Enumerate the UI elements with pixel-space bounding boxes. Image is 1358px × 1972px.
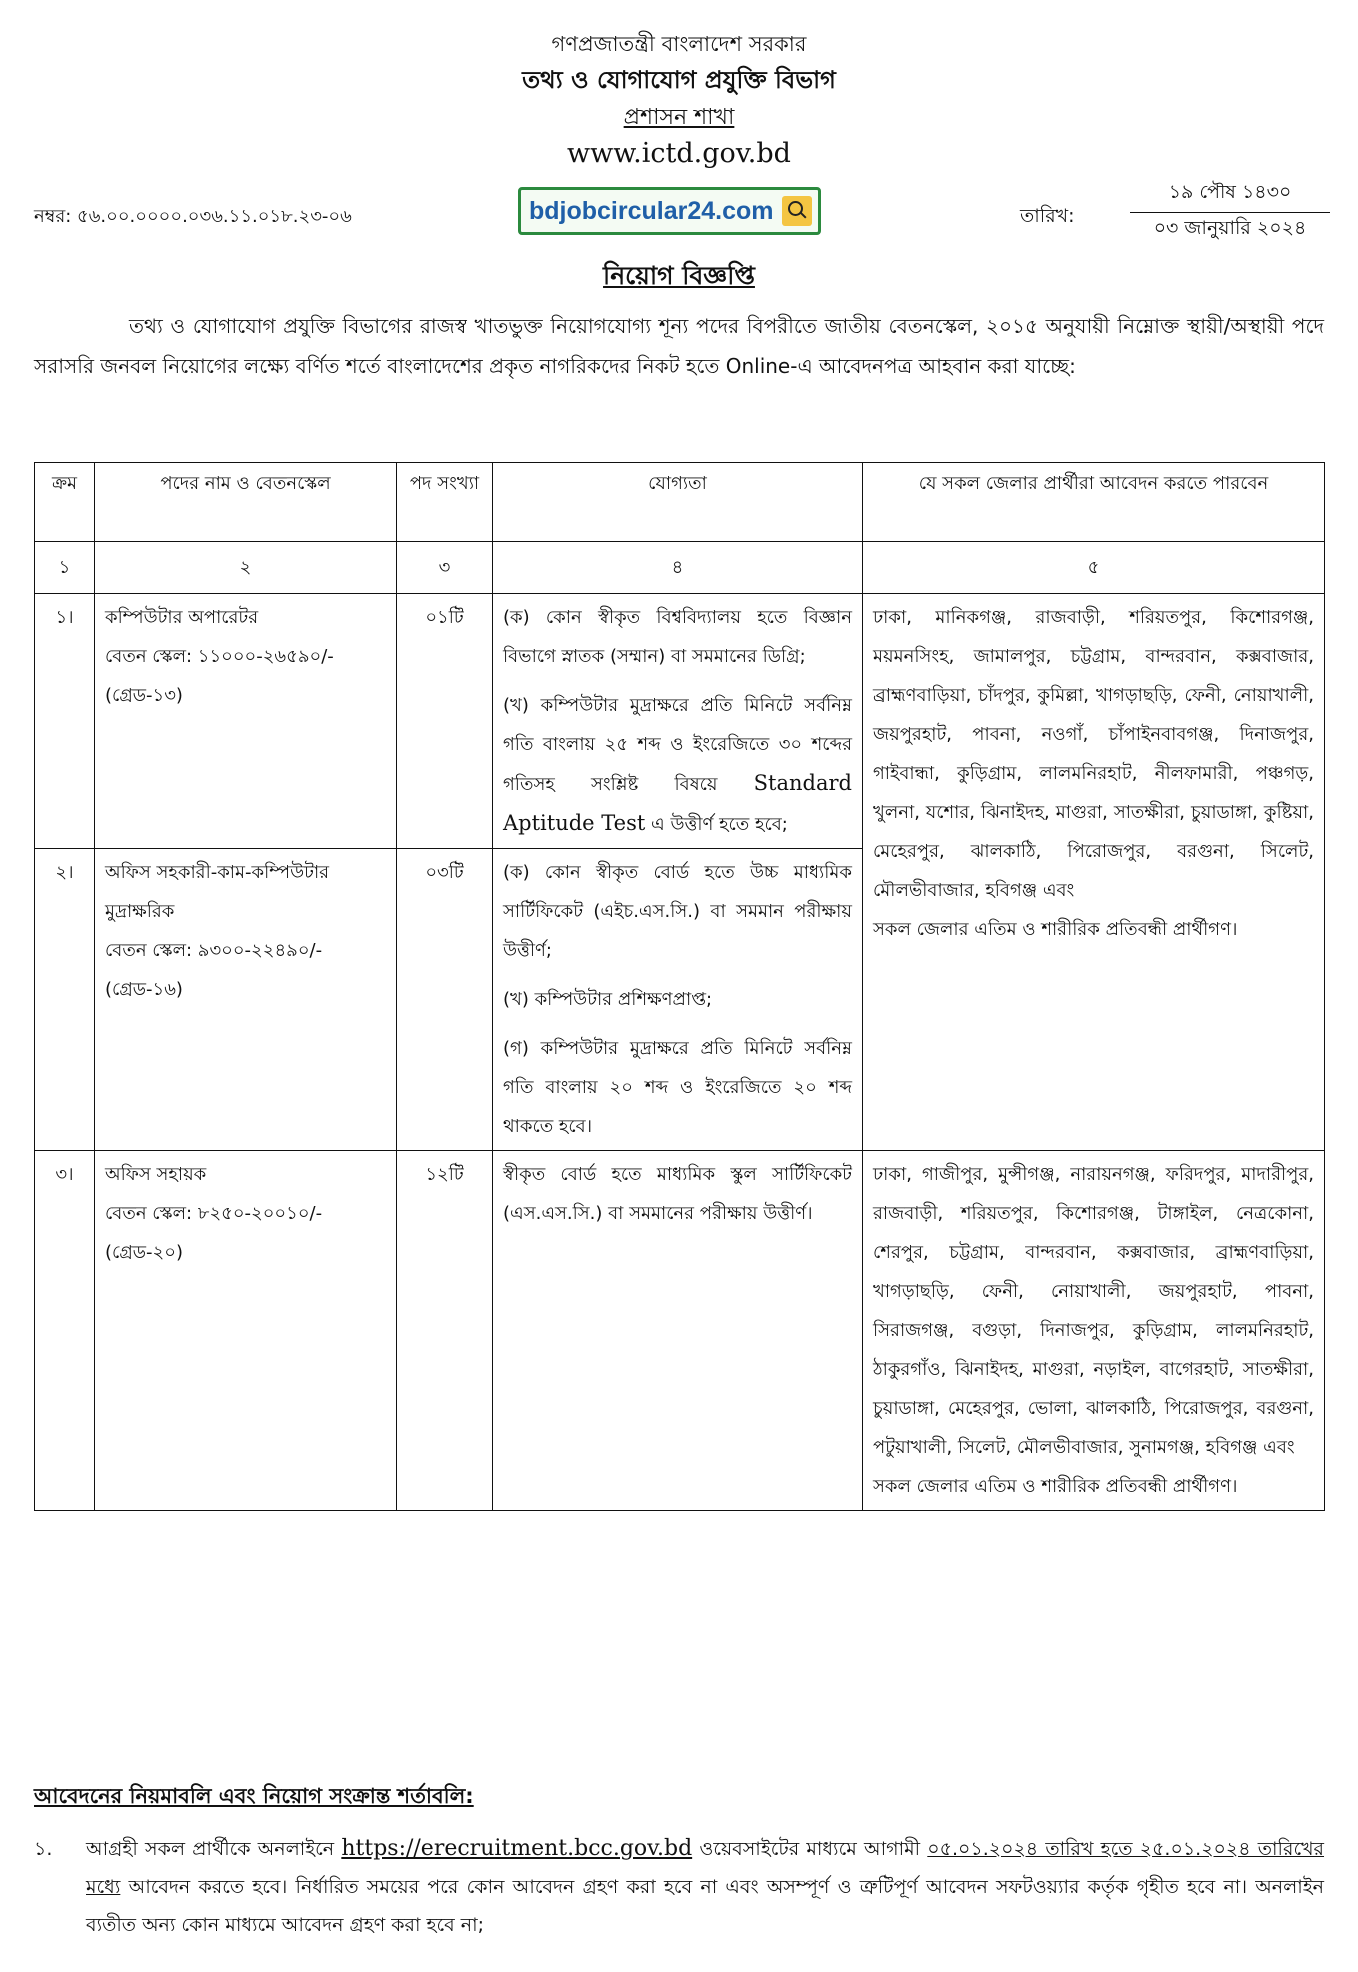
pay-grade: (গ্রেড-১৬) [105, 979, 183, 1000]
date-bengali: ১৯ পৌষ ১৪৩০ [1130, 178, 1330, 213]
qualification-item [503, 686, 852, 844]
pay-scale: বেতন স্কেল: ১১০০০-২৬৫৯০/- [105, 646, 334, 667]
post-count: ১২টি [397, 1151, 493, 1511]
post-cell [95, 1151, 397, 1511]
rules-heading: আবেদনের নিয়মাবলি এবং নিয়োগ সংক্রান্ত শর্তাবলি: [34, 1784, 474, 1808]
rule-text-part: ওয়েবসাইটের মাধ্যমে আগামী [699, 1838, 921, 1860]
post-cell [95, 849, 397, 1151]
memo-number: নম্বর: ৫৬.০০.০০০০.০৩৬.১১.০১৮.২৩-০৬ [34, 206, 352, 227]
qualification-item: (গ) কম্পিউটার মুদ্রাক্ষরে প্রতি মিনিটে সর্বনিম্ন গতি বাংলায় ২০ শব্দ ও ইংরেজিতে ২০ শব্দ থাকতে হবে। [503, 1038, 852, 1137]
header-post-name: পদের নাম ও বেতনস্কেল [95, 463, 397, 542]
header-qualification: যোগ্যতা [493, 463, 863, 542]
post-name: অফিস সহায়ক [105, 1164, 207, 1185]
qualification-cell [493, 1151, 863, 1511]
qualification-cell [493, 849, 863, 1151]
search-icon [782, 196, 812, 226]
date-label: তারিখ: [1020, 205, 1075, 227]
post-cell [95, 594, 397, 849]
column-number: ২ [95, 542, 397, 594]
header-post-count: পদ সংখ্যা [397, 463, 493, 542]
qualification-item: (ক) কোন স্বীকৃত বোর্ড হতে উচ্চ মাধ্যমিক সার্টিফিকেট (এইচ.এস.সি.) বা সমমান পরীক্ষায় উত্তীর্ণ; [503, 862, 852, 961]
rule-text [86, 1830, 1324, 1944]
intro-paragraph: তথ্য ও যোগাযোগ প্রযুক্তি বিভাগের রাজস্ব খাতভুক্ত নিয়োগযোগ্য শূন্য পদের বিপরীতে জাতীয় বেতনস্কেল, ২০১৫ অনুযায়ী নিম্নোক্ত স্থায়ী/অস্থায়ী পদে সরাসরি জনবল নিয়োগের লক্ষ্যে বর্ণিত শর্তে বাংলাদেশের প্রকৃত নাগরিকদের নিকট হতে Online-এ আবেদনপত্র আহবান করা যাচ্ছে: [34, 314, 1324, 378]
pay-grade: (গ্রেড-২০) [105, 1242, 183, 1263]
notice-title-wrap [0, 256, 1358, 299]
rule-item [34, 1830, 1324, 1944]
row-serial: ৩। [35, 1151, 95, 1511]
qualification-cell [493, 594, 863, 849]
application-date-range: ০৫.০১.২০২৪ তারিখ হতে ২৫.০১.২০২৪ তারিখের মধ্যে [86, 1838, 1325, 1898]
post-name: কম্পিউটার অপারেটর [105, 607, 259, 628]
branch-name: প্রশাসন শাখা [623, 105, 735, 130]
pay-scale: বেতন স্কেল: ৮২৫০-২০০১০/- [105, 1203, 323, 1224]
district-cell [863, 1151, 1325, 1511]
column-number: ৫ [863, 542, 1325, 594]
post-name: অফিস সহকারী-কাম-কম্পিউটার মুদ্রাক্ষরিক [105, 862, 330, 922]
division-name: তথ্য ও যোগাযোগ প্রযুক্তি বিভাগ [522, 66, 836, 94]
posts-table [34, 462, 1325, 1511]
qualification-text: এ উত্তীর্ণ হতে হবে; [651, 814, 788, 835]
post-count: ০৩টি [397, 849, 493, 1151]
header-districts: যে সকল জেলার প্রার্থীরা আবেদন করতে পারবেন [863, 463, 1325, 542]
rule-text-part: আগ্রহী সকল প্রার্থীকে অনলাইনে [86, 1838, 335, 1860]
district-list: ঢাকা, গাজীপুর, মুন্সীগঞ্জ, নারায়নগঞ্জ, ফরিদপুর, মাদারীপুর, রাজবাড়ী, শরিয়তপুর, কিশোরগঞ্জ, টাঙ্গাইল, নেত্রকোনা, শেরপুর, চট্টগ্রাম, বান্দরবান, কক্সবাজার, ব্রাহ্মণবাড়িয়া, খাগড়াছড়ি, ফেনী, নোয়াখালী, জয়পুরহাট, পাবনা, সিরাজগঞ্জ, বগুড়া, দিনাজপুর, কুড়িগ্রাম, লালমনিরহাট, ঠাকুরগাঁও, ঝিনাইদহ, মাগুরা, নড়াইল, বাগেরহাট, সাতক্ষীরা, চুয়াডাঙ্গা, মেহেরপুর, ভোলা, ঝালকাঠি, পিরোজপুর, বরগুনা, পটুয়াখালী, সিলেট, মৌলভীবাজার, সুনামগঞ্জ, হবিগঞ্জ এবং [873, 1164, 1314, 1458]
pay-scale: বেতন স্কেল: ৯৩০০-২২৪৯০/- [105, 940, 323, 961]
column-number-row [35, 542, 1325, 594]
column-number: ৩ [397, 542, 493, 594]
table-row [35, 594, 1325, 849]
district-list: ঢাকা, মানিকগঞ্জ, রাজবাড়ী, শরিয়তপুর, কিশোরগঞ্জ, ময়মনসিংহ, জামালপুর, চট্টগ্রাম, বান্দরবান, কক্সবাজার, ব্রাহ্মণবাড়িয়া, চাঁদপুর, কুমিল্লা, খাগড়াছড়ি, ফেনী, নোয়াখালী, জয়পুরহাট, পাবনা, নওগাঁ, চাঁপাইনবাবগঞ্জ, দিনাজপুর, গাইবান্ধা, কুড়িগ্রাম, লালমনিরহাট, নীলফামারী, পঞ্চগড়, খুলনা, যশোর, ঝিনাইদহ, মাগুরা, সাতক্ষীরা, চুয়াডাঙ্গা, কুষ্টিয়া, মেহেরপুর, ঝালকাঠি, পিরোজপুর, বরগুনা, সিলেট, মৌলভীবাজার, হবিগঞ্জ এবং [873, 607, 1314, 901]
date-english: ০৩ জানুয়ারি ২০২৪ [1153, 217, 1307, 239]
government-name: গণপ্রজাতন্ত্রী বাংলাদেশ সরকার [551, 32, 807, 56]
erecruitment-link[interactable]: https://erecruitment.bcc.gov.bd [341, 1836, 693, 1861]
header-serial: ক্রম [35, 463, 95, 542]
column-number: ১ [35, 542, 95, 594]
pay-grade: (গ্রেড-১৩) [105, 685, 183, 706]
website-link[interactable]: www.ictd.gov.bd [567, 138, 791, 169]
qualification-item: (ক) কোন স্বীকৃত বিশ্ববিদ্যালয় হতে বিজ্ঞান বিভাগে স্নাতক (সম্মান) বা সমমানের ডিগ্রি; [503, 607, 852, 667]
notice-title: নিয়োগ বিজ্ঞপ্তি [603, 261, 755, 290]
table-row [35, 1151, 1325, 1511]
district-extra: সকল জেলার এতিম ও শারীরিক প্রতিবন্ধী প্রার্থীগণ। [873, 919, 1238, 940]
post-count: ০১টি [397, 594, 493, 849]
qualification-item: স্বীকৃত বোর্ড হতে মাধ্যমিক স্কুল সার্টিফিকেট (এস.এস.সি.) বা সমমানের পরীক্ষায় উত্তীর্ণ। [503, 1164, 852, 1224]
rule-number: ১. [34, 1838, 53, 1860]
qualification-item: (খ) কম্পিউটার প্রশিক্ষণপ্রাপ্ত; [503, 989, 713, 1010]
row-serial: ২। [35, 849, 95, 1151]
row-serial: ১। [35, 594, 95, 849]
watermark-text: bdjobcircular24.com [529, 196, 774, 225]
watermark-logo [518, 187, 821, 235]
qualification-text: (খ) কম্পিউটার মুদ্রাক্ষরে প্রতি মিনিটে সর্বনিম্ন গতি বাংলায় ২৫ শব্দ ও ইংরেজিতে ৩০ শব্দের গতিসহ সংশ্লিষ্ট বিষয়ে [503, 695, 852, 795]
column-number: ৪ [493, 542, 863, 594]
table-header-row [35, 463, 1325, 542]
qualification-test-name: Standard Aptitude Test [503, 771, 852, 835]
rule-text-part: আবেদন করতে হবে। নির্ধারিত সময়ের পরে কোন আবেদন গ্রহণ করা হবে না এবং অসম্পূর্ণ ও ত্রুটিপূর্ণ আবেদন সফটওয়্যার কর্তৃক গৃহীত হবে না। অনলাইন ব্যতীত অন্য কোন মাধ্যমে আবেদন গ্রহণ করা হবে না; [86, 1876, 1324, 1936]
district-extra: সকল জেলার এতিম ও শারীরিক প্রতিবন্ধী প্রার্থীগণ। [873, 1476, 1238, 1497]
district-cell [863, 594, 1325, 1151]
